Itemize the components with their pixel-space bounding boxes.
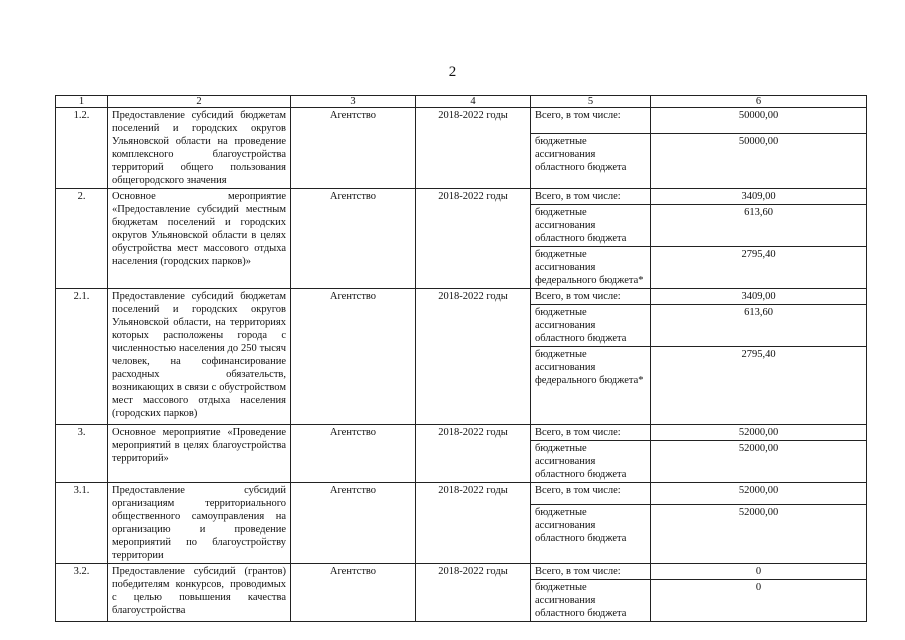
funding-amount: 50000,00 — [651, 108, 867, 134]
table-row — [56, 425, 867, 441]
item-term: 2018-2022 годы — [416, 189, 531, 289]
funding-source: Всего, в том числе: — [531, 189, 651, 205]
column-header: 1 — [56, 96, 108, 108]
item-number: 1.2. — [56, 108, 108, 189]
funding-amount: 613,60 — [651, 305, 867, 347]
funding-amount: 52000,00 — [651, 505, 867, 564]
funding-source: Всего, в том числе: — [531, 564, 651, 580]
item-number: 3.1. — [56, 483, 108, 564]
table-row — [56, 108, 867, 134]
item-executor: Агентство — [291, 425, 416, 483]
funding-source: Всего, в том числе: — [531, 483, 651, 505]
funding-amount: 0 — [651, 580, 867, 622]
page-number: 2 — [448, 64, 457, 80]
funding-source: Всего, в том числе: — [531, 289, 651, 305]
program-table — [55, 95, 867, 622]
funding-source: Всего, в том числе: — [531, 108, 651, 134]
funding-amount: 52000,00 — [651, 441, 867, 483]
funding-source: бюджетные ассигнования областного бюджета — [531, 305, 651, 347]
funding-amount: 2795,40 — [651, 247, 867, 289]
funding-source: бюджетные ассигнования федерального бюджета* — [531, 347, 651, 425]
item-number: 2.1. — [56, 289, 108, 425]
table-row — [56, 189, 867, 205]
funding-source: бюджетные ассигнования областного бюджета — [531, 441, 651, 483]
funding-amount: 50000,00 — [651, 134, 867, 189]
funding-amount: 52000,00 — [651, 483, 867, 505]
item-name: Предоставление субсидий бюджетам поселений и городских округов Ульяновской области, на территориях которых расположены города с численностью населения до 250 тысяч человек, на софинансирование расходных обязательств, возникающих в связи с обустройством мест массового отдыха населения (городских парков) — [108, 289, 291, 425]
item-name: Основное мероприятие «Проведение мероприятий в целях благоустройства территорий» — [108, 425, 291, 483]
item-number: 2. — [56, 189, 108, 289]
item-executor: Агентство — [291, 289, 416, 425]
item-executor: Агентство — [291, 108, 416, 189]
funding-amount: 613,60 — [651, 205, 867, 247]
funding-source: бюджетные ассигнования областного бюджета — [531, 205, 651, 247]
item-executor: Агентство — [291, 189, 416, 289]
funding-source: Всего, в том числе: — [531, 425, 651, 441]
item-name: Основное мероприятие «Предоставление субсидий местным бюджетам поселений и городских округов Ульяновской области в целях обустройства мест массового отдыха населения (городских парков)» — [108, 189, 291, 289]
column-header: 3 — [291, 96, 416, 108]
table-row — [56, 483, 867, 505]
item-term: 2018-2022 годы — [416, 108, 531, 189]
funding-amount: 52000,00 — [651, 425, 867, 441]
column-header: 2 — [108, 96, 291, 108]
item-term: 2018-2022 годы — [416, 289, 531, 425]
funding-source: бюджетные ассигнования областного бюджета — [531, 580, 651, 622]
funding-amount: 3409,00 — [651, 289, 867, 305]
funding-source: бюджетные ассигнования федерального бюджета* — [531, 247, 651, 289]
funding-source: бюджетные ассигнования областного бюджета — [531, 134, 651, 189]
item-term: 2018-2022 годы — [416, 425, 531, 483]
column-header: 4 — [416, 96, 531, 108]
item-term: 2018-2022 годы — [416, 483, 531, 564]
item-executor: Агентство — [291, 483, 416, 564]
item-name: Предоставление субсидий бюджетам поселений и городских округов Ульяновской области на проведение комплексного благоустройства территорий общего пользования общегородского значения — [108, 108, 291, 189]
funding-source: бюджетные ассигнования областного бюджета — [531, 505, 651, 564]
item-name: Предоставление субсидий организациям территориального общественного самоуправления на организацию и проведение мероприятий по благоустройству территории — [108, 483, 291, 564]
column-header: 6 — [651, 96, 867, 108]
item-executor: Агентство — [291, 564, 416, 622]
funding-amount: 0 — [651, 564, 867, 580]
column-header: 5 — [531, 96, 651, 108]
funding-amount: 3409,00 — [651, 189, 867, 205]
item-name: Предоставление субсидий (грантов) победителям конкурсов, проводимых с целью повышения качества благоустройства — [108, 564, 291, 622]
table-row — [56, 564, 867, 580]
table-row — [56, 289, 867, 305]
item-number: 3.2. — [56, 564, 108, 622]
header-row — [56, 96, 867, 108]
item-number: 3. — [56, 425, 108, 483]
funding-amount: 2795,40 — [651, 347, 867, 425]
item-term: 2018-2022 годы — [416, 564, 531, 622]
